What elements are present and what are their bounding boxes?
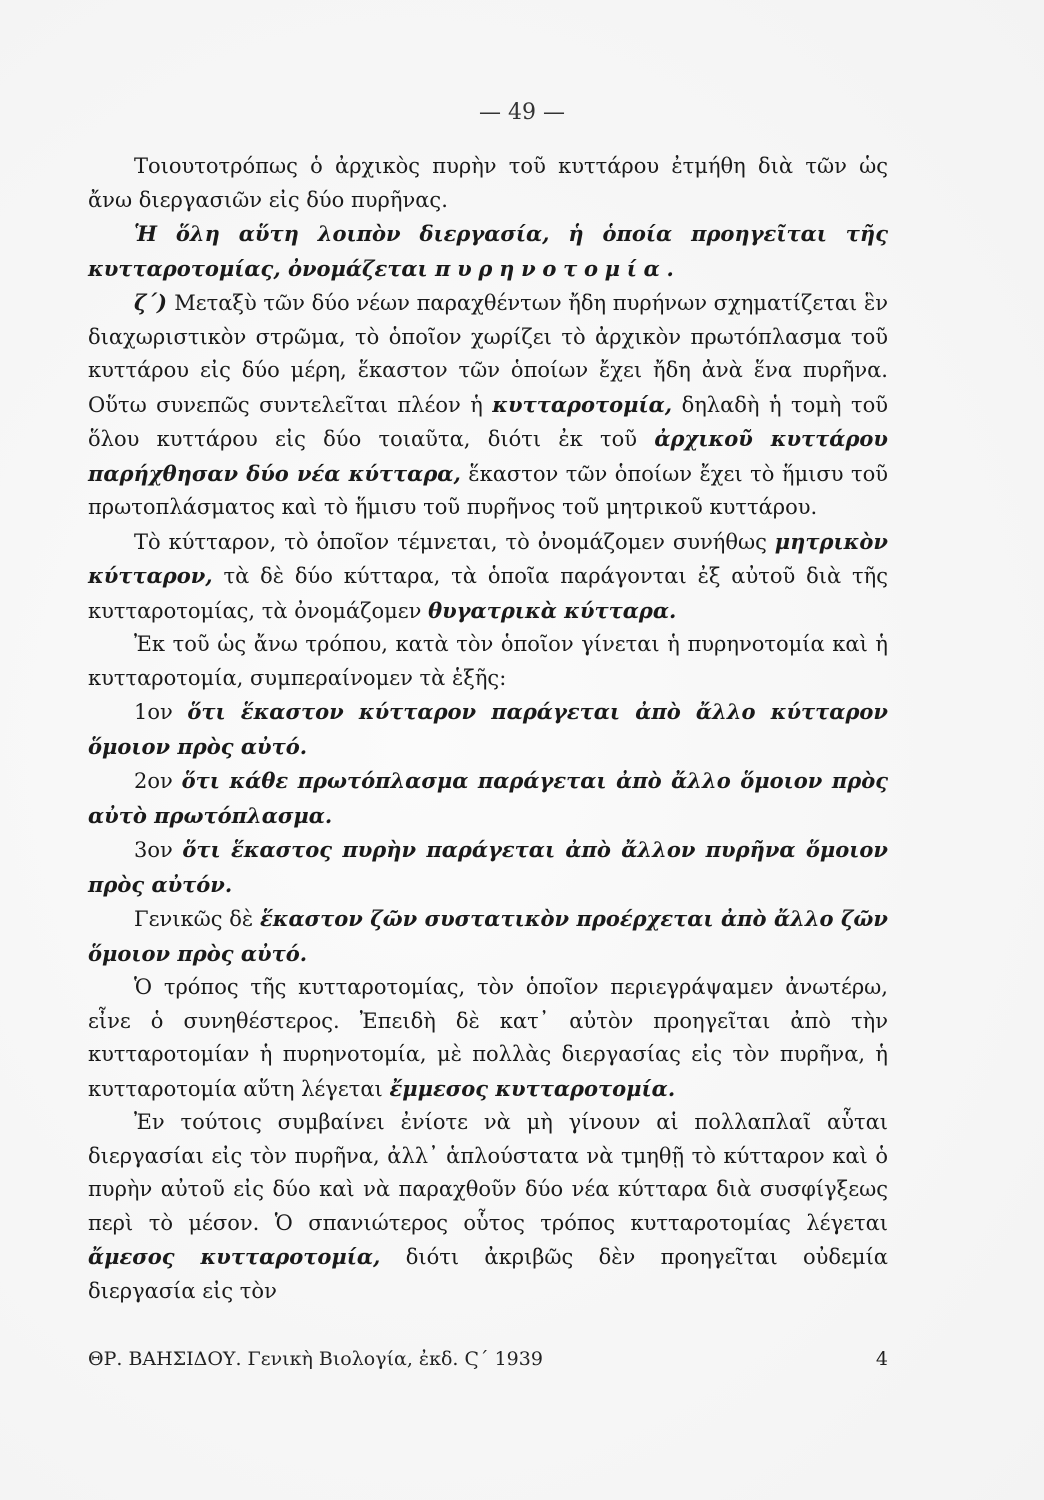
emphasized-text: ὅτι κάθε πρωτόπλασμα παράγεται ἀπὸ ἄλλο ὅμοιον πρὸς αὐτὸ πρωτόπλασμα. [88, 768, 888, 828]
text-run: δηλαδὴ ἡ τομὴ τοῦ ὅλου κυττάρου εἰς δύο τοιαῦτα, διότι ἐκ τοῦ [88, 392, 888, 451]
emphasized-text: ἄμεσος κυτταροτομία, [88, 1244, 381, 1269]
text-run: 1ον [134, 700, 188, 724]
page-number: — 49 — [479, 100, 565, 125]
emphasized-text: ἕκαστον ζῶν συστατικὸν προέρχεται ἀπὸ ἄλλο ζῶν ὅμοιον πρὸς αὐτό. [88, 906, 888, 966]
paragraph-p7 [88, 764, 888, 833]
emphasized-text: ὅτι ἕκαστος πυρὴν παράγεται ἀπὸ ἄλλον πυρῆνα ὅμοιον πρὸς αὐτόν. [88, 837, 888, 897]
text-run: Γενικῶς δὲ [134, 907, 260, 931]
text-run: Ὁ τρόπος τῆς κυτταροτομίας, τὸν ὁποῖον περιεγράψαμεν ἀνωτέρω, εἶνε ὁ συνηθέστερος. Ἐπειδὴ δὲ κατ᾽ αὐτὸν προηγεῖται ἀπὸ τὴν κυτταροτομίαν ἡ πυρηνοτομία, μὲ πολλὰς διεργασίας εἰς τὸν πυρῆνα, ἡ κυτταροτομία αὕτη λέγεται [88, 975, 888, 1101]
text-run: Τὸ κύτταρον, τὸ ὁποῖον τέμνεται, τὸ ὀνομάζομεν συνήθως [134, 529, 775, 554]
emphasized-text: πυρηνοτομία. [435, 255, 681, 281]
page-body [88, 150, 888, 1308]
emphasized-text: κυτταροτομία, [492, 391, 673, 417]
paragraph-p10 [88, 971, 888, 1106]
text-run: 3ον [134, 838, 183, 862]
emphasized-text: ἀρχικοῦ κυττάρου παρήχθησαν δύο νέα κύτταρα, [88, 426, 888, 486]
paragraph-p4 [88, 525, 888, 629]
text-run: Μεταξὺ τῶν δύο νέων παραχθέντων ἤδη πυρήνων σχηματίζεται ἓν διαχωριστικὸν στρῶμα, τὸ ὁποῖον χωρίζει τὸ ἀρχικὸν πρωτόπλασμα τοῦ κυττάρου εἰς δύο μέρη, ἕκαστον τῶν ὁποίων ἔχει ἤδη ἀνὰ ἕνα πυρῆνα. Οὕτω συνεπῶς συντελεῖται πλέον ἡ [88, 291, 888, 417]
emphasized-text: ὅτι ἕκαστον κύτταρον παράγεται ἀπὸ ἄλλο κύτταρον ὅμοιον πρὸς αὐτό. [88, 699, 888, 759]
paragraph-p2 [88, 217, 888, 286]
text-run: 2ον [134, 769, 182, 793]
page-footer [88, 1348, 888, 1370]
paragraph-p9 [88, 902, 888, 971]
emphasized-text: ἔμμεσος κυτταροτομία. [389, 1075, 676, 1101]
text-run: ἕκαστον τῶν ὁποίων ἔχει τὸ ἥμισυ τοῦ πρωτοπλάσματος καὶ τὸ ἥμισυ τοῦ πυρῆνος τοῦ μητρικοῦ κυττάρου. [88, 461, 889, 519]
text-run: Ἐκ τοῦ ὡς ἄνω τρόπου, κατὰ τὸν ὁποῖον γίνεται ἡ πυρηνοτομία καὶ ἡ κυτταροτομία, συμπεραίνομεν τὰ ἑξῆς: [88, 632, 888, 690]
text-run: τὰ δὲ δύο κύτταρα, τὰ ὁποῖα παράγονται ἐξ αὐτοῦ διὰ τῆς κυτταροτομίας, τὰ ὀνομάζομεν [88, 564, 888, 623]
paragraph-p8 [88, 833, 888, 902]
emphasized-text: θυγατρικὰ κύτταρα. [428, 597, 677, 623]
emphasized-text: ζ΄) [134, 290, 175, 315]
emphasized-text: Ἡ ὅλη αὕτη λοιπὸν διεργασία, ἡ ὁποία προηγεῖται τῆς κυτταροτομίας, ὀνομάζεται [88, 221, 888, 281]
text-run: Τοιουτοτρόπως ὁ ἀρχικὸς πυρὴν τοῦ κυττάρου ἐτμήθη διὰ τῶν ὡς ἄνω διεργασιῶν εἰς δύο πυρῆνας. [88, 154, 888, 212]
paragraph-p1 [88, 150, 888, 217]
paragraph-p5 [88, 628, 888, 695]
text-run: διότι ἀκριβῶς δὲν προηγεῖται οὐδεμία διεργασία εἰς τὸν [88, 1245, 888, 1303]
footer-signature-mark: 4 [875, 1348, 888, 1370]
paragraph-p3 [88, 286, 888, 525]
paragraph-p11 [88, 1106, 888, 1308]
paragraph-p6 [88, 695, 888, 764]
emphasized-text: μητρικὸν κύτταρον, [88, 528, 888, 588]
footer-citation: ΘΡ. ΒΑΗΣΙΔΟΥ. Γενικὴ Βιολογία, ἐκδ. Ϛ΄ 1939 [88, 1348, 543, 1370]
text-run: Ἐν τούτοις συμβαίνει ἐνίοτε νὰ μὴ γίνουν αἱ πολλαπλαῖ αὗται διεργασίαι εἰς τὸν πυρῆνα, ἀλλ᾽ ἁπλούστατα νὰ τμηθῇ τὸ κύτταρον καὶ ὁ πυρὴν αὐτοῦ εἰς δύο καὶ νὰ παραχθοῦν δύο νέα κύτταρα διὰ συσφίγξεως περὶ τὸ μέσον. Ὁ σπανιώτερος οὗτος τρόπος κυτταροτομίας λέγεται [88, 1110, 888, 1235]
